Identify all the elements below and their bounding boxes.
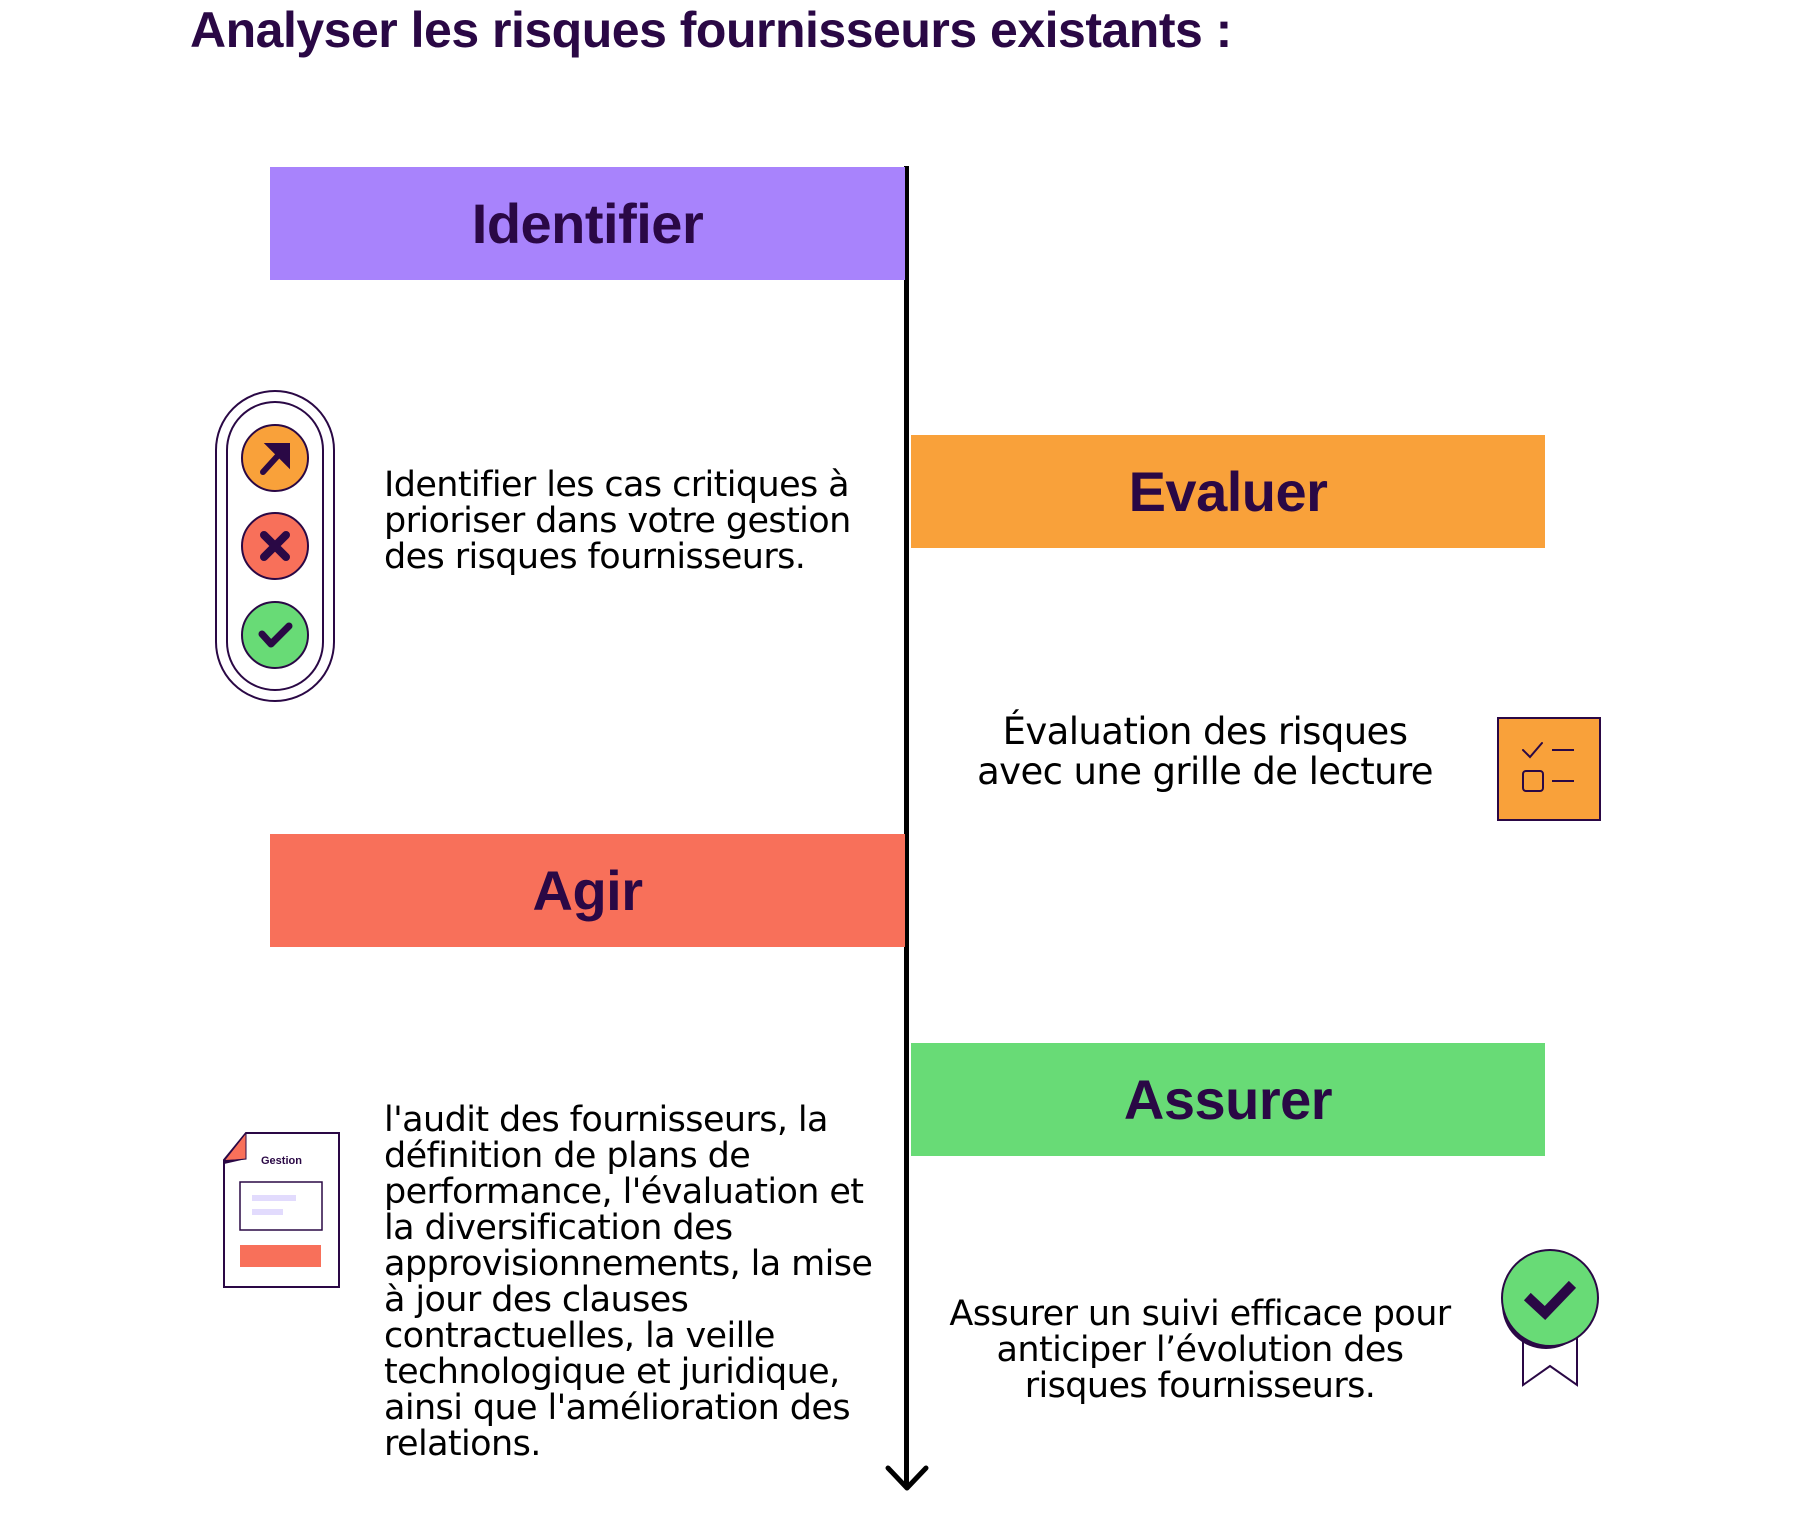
arrow-down-icon (884, 1462, 930, 1496)
stage-assurer-label: Assurer (1123, 1068, 1333, 1131)
traffic-light-icon (213, 388, 337, 704)
badge-check-icon (1498, 1248, 1602, 1398)
checklist-icon (1497, 717, 1601, 821)
stage-assurer-description: Assurer un suivi efficace pour anticiper l’évolution des risques fournisseurs. (949, 1294, 1451, 1406)
stage-agir-description: l'audit des fournisseurs, la définition de plans de performance, l'évaluation et la diversification des approvisionnements, la mise à jour des clauses contractuelles, la veille technologique et juridique, ainsi que l'amélioration des relations. (384, 1100, 873, 1464)
stage-identifier-description: Identifier les cas critiques à prioriser dans votre gestion des risques fournisseurs. (384, 465, 851, 577)
page-title: Analyser les risques fournisseurs existants : (190, 2, 1232, 58)
stage-agir-label: Agir (532, 859, 643, 922)
stage-evaluer-header (911, 435, 1545, 548)
stage-evaluer-label: Evaluer (1128, 460, 1328, 523)
stage-identifier-header (270, 167, 905, 280)
stage-evaluer-description: Évaluation des risques avec une grille de lecture (977, 710, 1433, 793)
timeline-axis (904, 166, 909, 1488)
stage-identifier-label: Identifier (471, 192, 704, 255)
stage-assurer-header (911, 1043, 1545, 1156)
stage-agir-header (270, 834, 905, 947)
document-icon-label: Gestion (261, 1155, 302, 1167)
document-icon (223, 1132, 341, 1289)
